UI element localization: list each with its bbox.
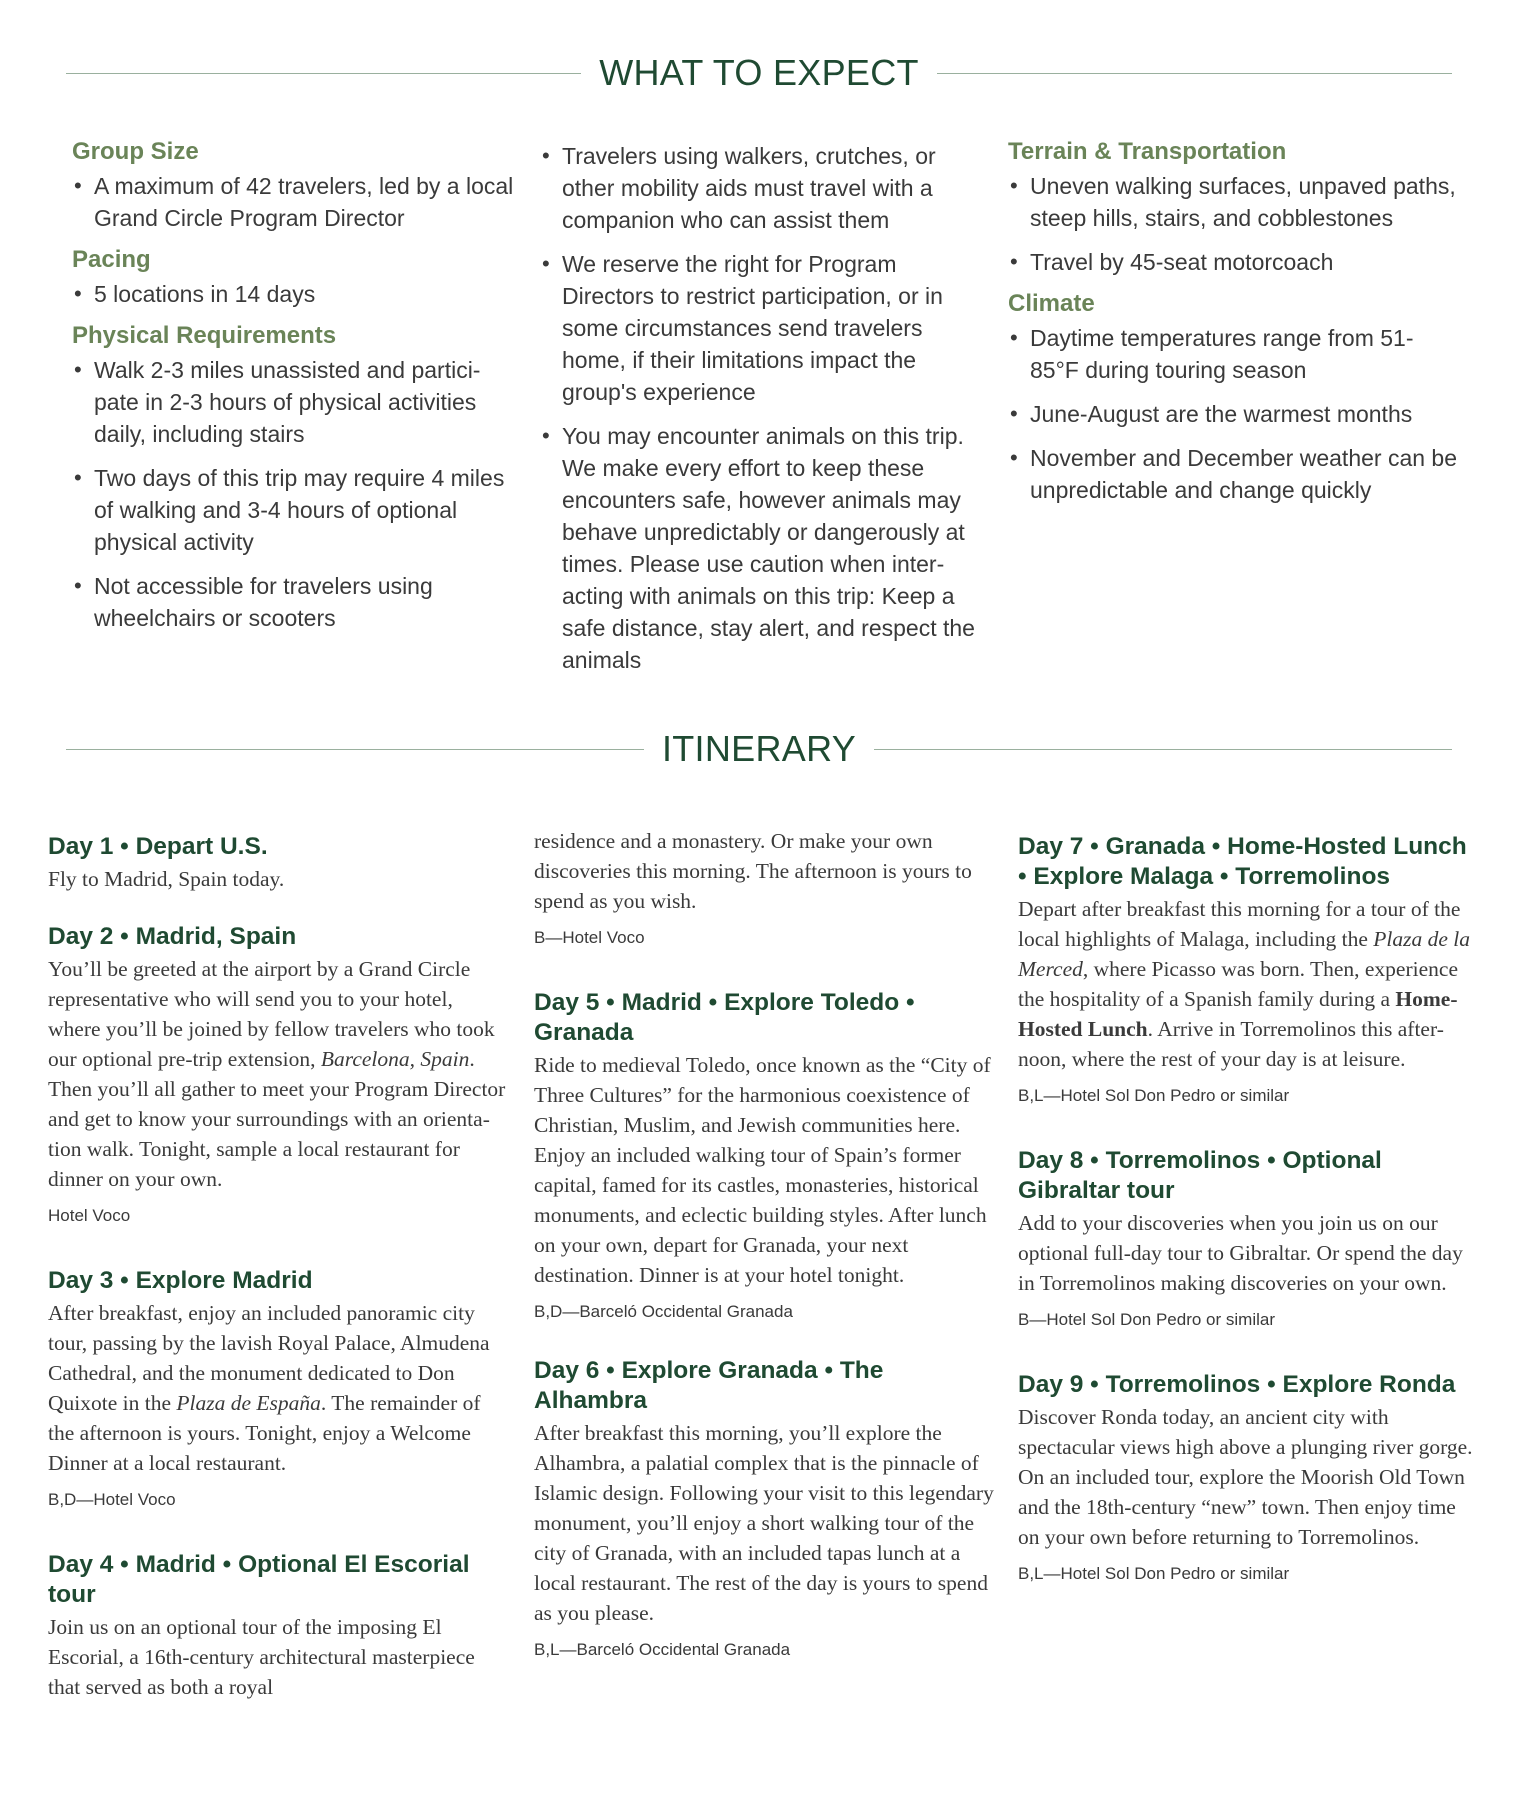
itinerary-column-2 bbox=[534, 826, 994, 1688]
meals-hotel: B,L—Hotel Sol Don Pedro or similar bbox=[1018, 1086, 1290, 1105]
meals-hotel: B—Hotel Voco bbox=[534, 928, 645, 947]
climate-section bbox=[1008, 290, 1458, 506]
physical-requirements-section bbox=[72, 322, 522, 634]
day-description: Fly to Madrid, Spain today. bbox=[48, 867, 285, 891]
day-title: Day 8 • Torremolinos • Optional Gibraltar tour bbox=[1018, 1147, 1382, 1204]
list-item: • We reserve the right for Program Directors to restrict participation, or in some circumstances send travelers home, if their limitations impact the group's experience bbox=[540, 248, 990, 408]
list-item: • Daytime temperatures range from 51-85°F during touring season bbox=[1008, 322, 1458, 386]
expect-column-1 bbox=[72, 138, 522, 646]
day-3 bbox=[48, 1266, 508, 1510]
list-item: • November and December weather can be unpredictable and change quickly bbox=[1008, 442, 1458, 506]
itinerary-heading bbox=[66, 724, 1452, 774]
list-item: • You may encounter animals on this trip. We make every effort to keep these encounters safe, however animals may behave unpredictably or dangerously at times. Please use caution when inter-acting with animals on this trip: Keep a safe distance, stay alert, and respect the animals bbox=[540, 420, 990, 676]
day-1 bbox=[48, 832, 508, 894]
day-9 bbox=[1018, 1370, 1478, 1584]
terrain-heading: Terrain & Transportation bbox=[1008, 138, 1287, 165]
meals-hotel: B,L—Hotel Sol Don Pedro or similar bbox=[1018, 1564, 1290, 1583]
expect-column-3 bbox=[1008, 138, 1458, 518]
day-description: Discover Ronda today, an ancient city with spectacular views high above a plunging river gorge. On an included tour, explore the Moorish Old Town and the 18th-century “new” town. Then enjoy time on your own before returning to Torremolinos. bbox=[1018, 1405, 1473, 1549]
meals-hotel: B,L—Barceló Occidental Granada bbox=[534, 1640, 791, 1659]
what-to-expect-title: WHAT TO EXPECT bbox=[599, 52, 919, 93]
heading-rule-right bbox=[874, 749, 1452, 750]
day-title: Day 3 • Explore Madrid bbox=[48, 1267, 313, 1294]
place-name: Plaza de la Merced bbox=[1018, 927, 1471, 981]
place-name: Barcelona, Spain bbox=[320, 1047, 470, 1071]
day-4-continued bbox=[534, 826, 994, 948]
meals-hotel: B—Hotel Sol Don Pedro or similar bbox=[1018, 1310, 1275, 1329]
place-name: Plaza de España bbox=[176, 1391, 321, 1415]
group-size-section bbox=[72, 138, 522, 234]
list-item: • June-August are the warmest months bbox=[1008, 398, 1458, 430]
pacing-section bbox=[72, 246, 522, 310]
day-title: Day 5 • Madrid • Explore Toledo • Granada bbox=[534, 989, 915, 1046]
list-item: • 5 locations in 14 days bbox=[72, 278, 522, 310]
day-title: Day 4 • Madrid • Optional El Escorial tour bbox=[48, 1551, 470, 1608]
day-description: Add to your discoveries when you join us on our optional full-day tour to Gibraltar. Or spend the day in Torremolinos making discoveries on your own. bbox=[1018, 1211, 1463, 1295]
list-item: • Travelers using walkers, crutches, or other mobility aids must travel with a companion who can assist them bbox=[540, 140, 990, 236]
day-description: Ride to medieval Toledo, once known as the “City of Three Cultures” for the harmonious coexistence of Christian, Muslim, and Jewish communities here. Enjoy an included walking tour of Spain’s former capital, famed for its castles, monasteries, historical monuments, and eclectic building styles. After lunch on your own, depart for Granada, your next destination. Dinner is at your hotel tonight. bbox=[534, 1053, 991, 1287]
day-8 bbox=[1018, 1146, 1478, 1330]
day-description: Depart after breakfast this morning for a tour of the local highlights of Malaga, including the Plaza de la Merced, where Picasso was born. Then, experience the hospitality of a Spanish family during a Home-Hosted Lunch. Arrive in Torremolinos this after-noon, where the rest of your day is at leisure. bbox=[1018, 897, 1471, 1071]
day-2 bbox=[48, 922, 508, 1226]
what-to-expect-heading bbox=[66, 48, 1452, 98]
expect-column-2 bbox=[540, 140, 990, 688]
day-title: Day 1 • Depart U.S. bbox=[48, 833, 268, 860]
day-title: Day 6 • Explore Granada • The Alhambra bbox=[534, 1357, 884, 1414]
list-item: • Uneven walking surfaces, unpaved paths, steep hills, stairs, and cobblestones bbox=[1008, 170, 1458, 234]
meals-hotel: B,D—Barceló Occidental Granada bbox=[534, 1302, 793, 1321]
day-title: Day 9 • Torremolinos • Explore Ronda bbox=[1018, 1371, 1456, 1398]
physical-requirements-heading: Physical Requirements bbox=[72, 322, 337, 349]
itinerary-column-1 bbox=[48, 832, 508, 1730]
day-title: Day 7 • Granada • Home-Hosted Lunch • Explore Malaga • Torremolinos bbox=[1018, 833, 1467, 890]
day-description: After breakfast this morning, you’ll explore the Alhambra, a palatial complex that is the pinnacle of Islamic design. Following your visit to this legendary monument, you’ll enjoy a short walking tour of the city of Granada, with an included tapas lunch at a local restaurant. The rest of the day is yours to spend as you please. bbox=[534, 1421, 994, 1625]
day-description: Join us on an optional tour of the imposing El Escorial, a 16th-century architectural masterpiece that served as both a royal bbox=[48, 1615, 475, 1699]
climate-heading: Climate bbox=[1008, 290, 1095, 317]
list-item: • Travel by 45-seat motorcoach bbox=[1008, 246, 1458, 278]
highlight-text: Home-Hosted Lunch bbox=[1018, 987, 1458, 1041]
day-description: You’ll be greeted at the airport by a Grand Circle representative who will send you to your hotel, where you’ll be joined by fellow travelers who took our optional pre-trip extension, Barcelona, Spain. Then you’ll all gather to meet your Program Director and get to know your surroundings with an orienta-tion walk. Tonight, sample a local restaurant for dinner on your own. bbox=[48, 957, 506, 1191]
meals-hotel: Hotel Voco bbox=[48, 1206, 131, 1225]
day-7 bbox=[1018, 832, 1478, 1106]
day-5 bbox=[534, 988, 994, 1322]
day-description: residence and a monastery. Or make your own discoveries this morning. The afternoon is yours to spend as you wish. bbox=[534, 829, 972, 913]
list-item: • Two days of this trip may require 4 miles of walking and 3-4 hours of optional physical activity bbox=[72, 462, 522, 558]
itinerary-title: ITINERARY bbox=[661, 728, 857, 769]
day-6 bbox=[534, 1356, 994, 1660]
meals-hotel: B,D—Hotel Voco bbox=[48, 1490, 176, 1509]
heading-rule-left bbox=[66, 73, 581, 74]
list-item: • Walk 2-3 miles unassisted and partici-pate in 2-3 hours of physical activities daily, including stairs bbox=[72, 354, 522, 450]
heading-rule-left bbox=[66, 749, 644, 750]
day-4 bbox=[48, 1550, 508, 1702]
heading-rule-right bbox=[937, 73, 1452, 74]
pacing-heading: Pacing bbox=[72, 246, 151, 273]
list-item: • A maximum of 42 travelers, led by a local Grand Circle Program Director bbox=[72, 170, 522, 234]
group-size-heading: Group Size bbox=[72, 138, 199, 165]
list-item: • Not accessible for travelers using wheelchairs or scooters bbox=[72, 570, 522, 634]
itinerary-column-3 bbox=[1018, 832, 1478, 1612]
day-title: Day 2 • Madrid, Spain bbox=[48, 923, 297, 950]
day-description: After breakfast, enjoy an included panoramic city tour, passing by the lavish Royal Palace, Almudena Cathedral, and the monument dedicated to Don Quixote in the Plaza de España. The remainder of the afternoon is yours. Tonight, enjoy a Welcome Dinner at a local restaurant. bbox=[48, 1301, 490, 1475]
terrain-section bbox=[1008, 138, 1458, 278]
